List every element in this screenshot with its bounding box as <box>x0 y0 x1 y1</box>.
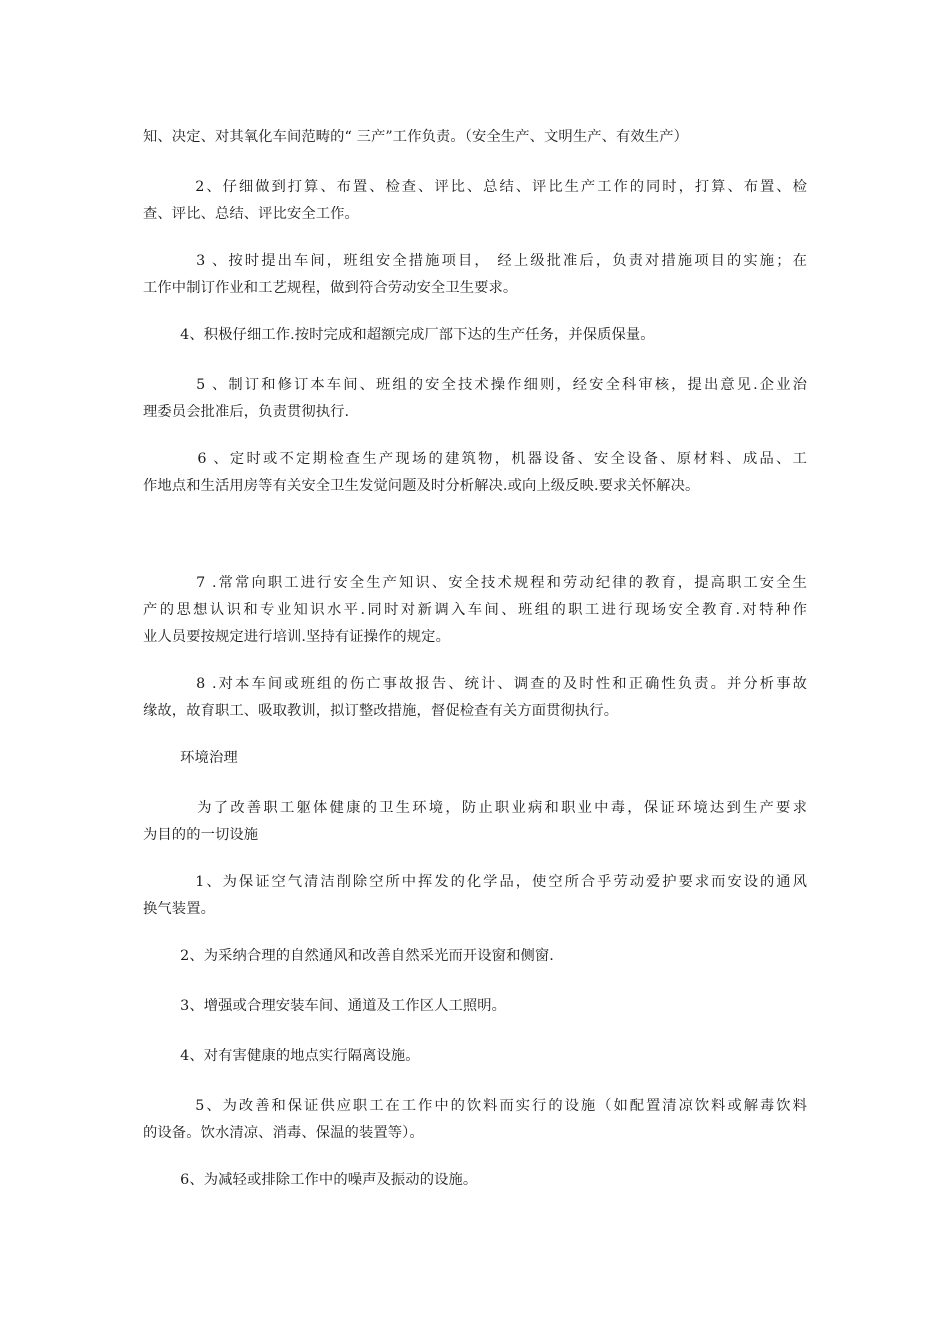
paragraph-4 <box>143 372 807 426</box>
paragraph-14 <box>143 1093 807 1147</box>
text-line: 1、为保证空气清洁削除空所中挥发的化学品，使空所合乎劳动爱护要求而安设的通风 <box>143 874 807 890</box>
paragraph-0 <box>143 124 807 151</box>
paragraph-9 <box>143 795 807 849</box>
text-line: 4、积极仔细工作.按时完成和超额完成厂部下达的生产任务，并保质保量。 <box>143 327 655 343</box>
text-line: 4、对有害健康的地点实行隔离设施。 <box>143 1048 420 1064</box>
text-line: 换气装置。 <box>143 901 215 917</box>
text-line: 产的思想认识和专业知识水平.同时对新调入车间、班组的职工进行现场安全教育.对特种作 <box>143 602 807 618</box>
section-heading <box>143 745 807 772</box>
paragraph-12 <box>143 993 807 1020</box>
text-line: 8 .对本车间或班组的伤亡事故报告、统计、调查的及时性和正确性负责。并分析事故 <box>143 676 807 692</box>
text-line: 7 .常常向职工进行安全生产知识、安全技术规程和劳动纪律的教育，提高职工安全生 <box>143 575 807 591</box>
text-line: 5 、制订和修订本车间、班组的安全技术操作细则，经安全科审核，提出意见.企业治 <box>143 377 807 393</box>
text-line: 作地点和生活用房等有关安全卫生发觉问题及时分析解决.或向上级反映.要求关怀解决。 <box>143 478 700 494</box>
text-line: 3、增强或合理安装车间、通道及工作区人工照明。 <box>143 998 507 1014</box>
text-line: 查、评比、总结、评比安全工作。 <box>143 206 359 222</box>
paragraph-6 <box>143 570 807 651</box>
text-line: 3 、按时提出车间，班组安全措施项目， 经上级批准后，负责对措施项目的实施；在 <box>143 253 807 269</box>
text-line: 环境治理 <box>143 750 238 766</box>
paragraph-10 <box>143 869 807 923</box>
paragraph-7 <box>143 671 807 725</box>
paragraph-3 <box>143 322 807 349</box>
text-line: 6 、定时或不定期检查生产现场的建筑物，机器设备、安全设备、原材料、成品、工 <box>143 451 807 467</box>
text-line: 缘故，故育职工、吸取教训，拟订整改措施，督促检查有关方面贯彻执行。 <box>143 703 619 719</box>
text-line: 业人员要按规定进行培训.坚持有证操作的规定。 <box>143 629 450 645</box>
text-line: 为目的的一切设施 <box>143 827 259 843</box>
text-line: 6、为减轻或排除工作中的噪声及振动的设施。 <box>143 1172 478 1188</box>
paragraph-1 <box>143 174 807 228</box>
text-line: 2、为采纳合理的自然通风和改善自然采光而开设窗和侧窗. <box>143 948 554 964</box>
paragraph-11 <box>143 943 807 970</box>
text-line: 的设备。饮水清凉、消毒、保温的装置等）。 <box>143 1125 424 1141</box>
text-line: 5、为改善和保证供应职工在工作中的饮料而实行的设施（如配置清凉饮料或解毒饮料 <box>143 1098 807 1114</box>
paragraph-2 <box>143 248 807 302</box>
paragraph-15 <box>143 1167 807 1194</box>
text-line: 为了改善职工躯体健康的卫生环境，防止职业病和职业中毒，保证环境达到生产要求 <box>143 800 807 816</box>
paragraph-13 <box>143 1043 807 1070</box>
text-line: 工作中制订作业和工艺规程，做到符合劳动安全卫生要求。 <box>143 280 518 296</box>
paragraph-5 <box>143 446 807 500</box>
text-line: 理委员会批准后，负责贯彻执行. <box>143 404 350 420</box>
text-line: 知、决定、对其氧化车间范畴的“ 三产”工作负责。（安全生产、文明生产、有效生产） <box>143 129 688 145</box>
text-line: 2、仔细做到打算、布置、检查、评比、总结、评比生产工作的同时，打算、布置、检 <box>143 179 807 195</box>
